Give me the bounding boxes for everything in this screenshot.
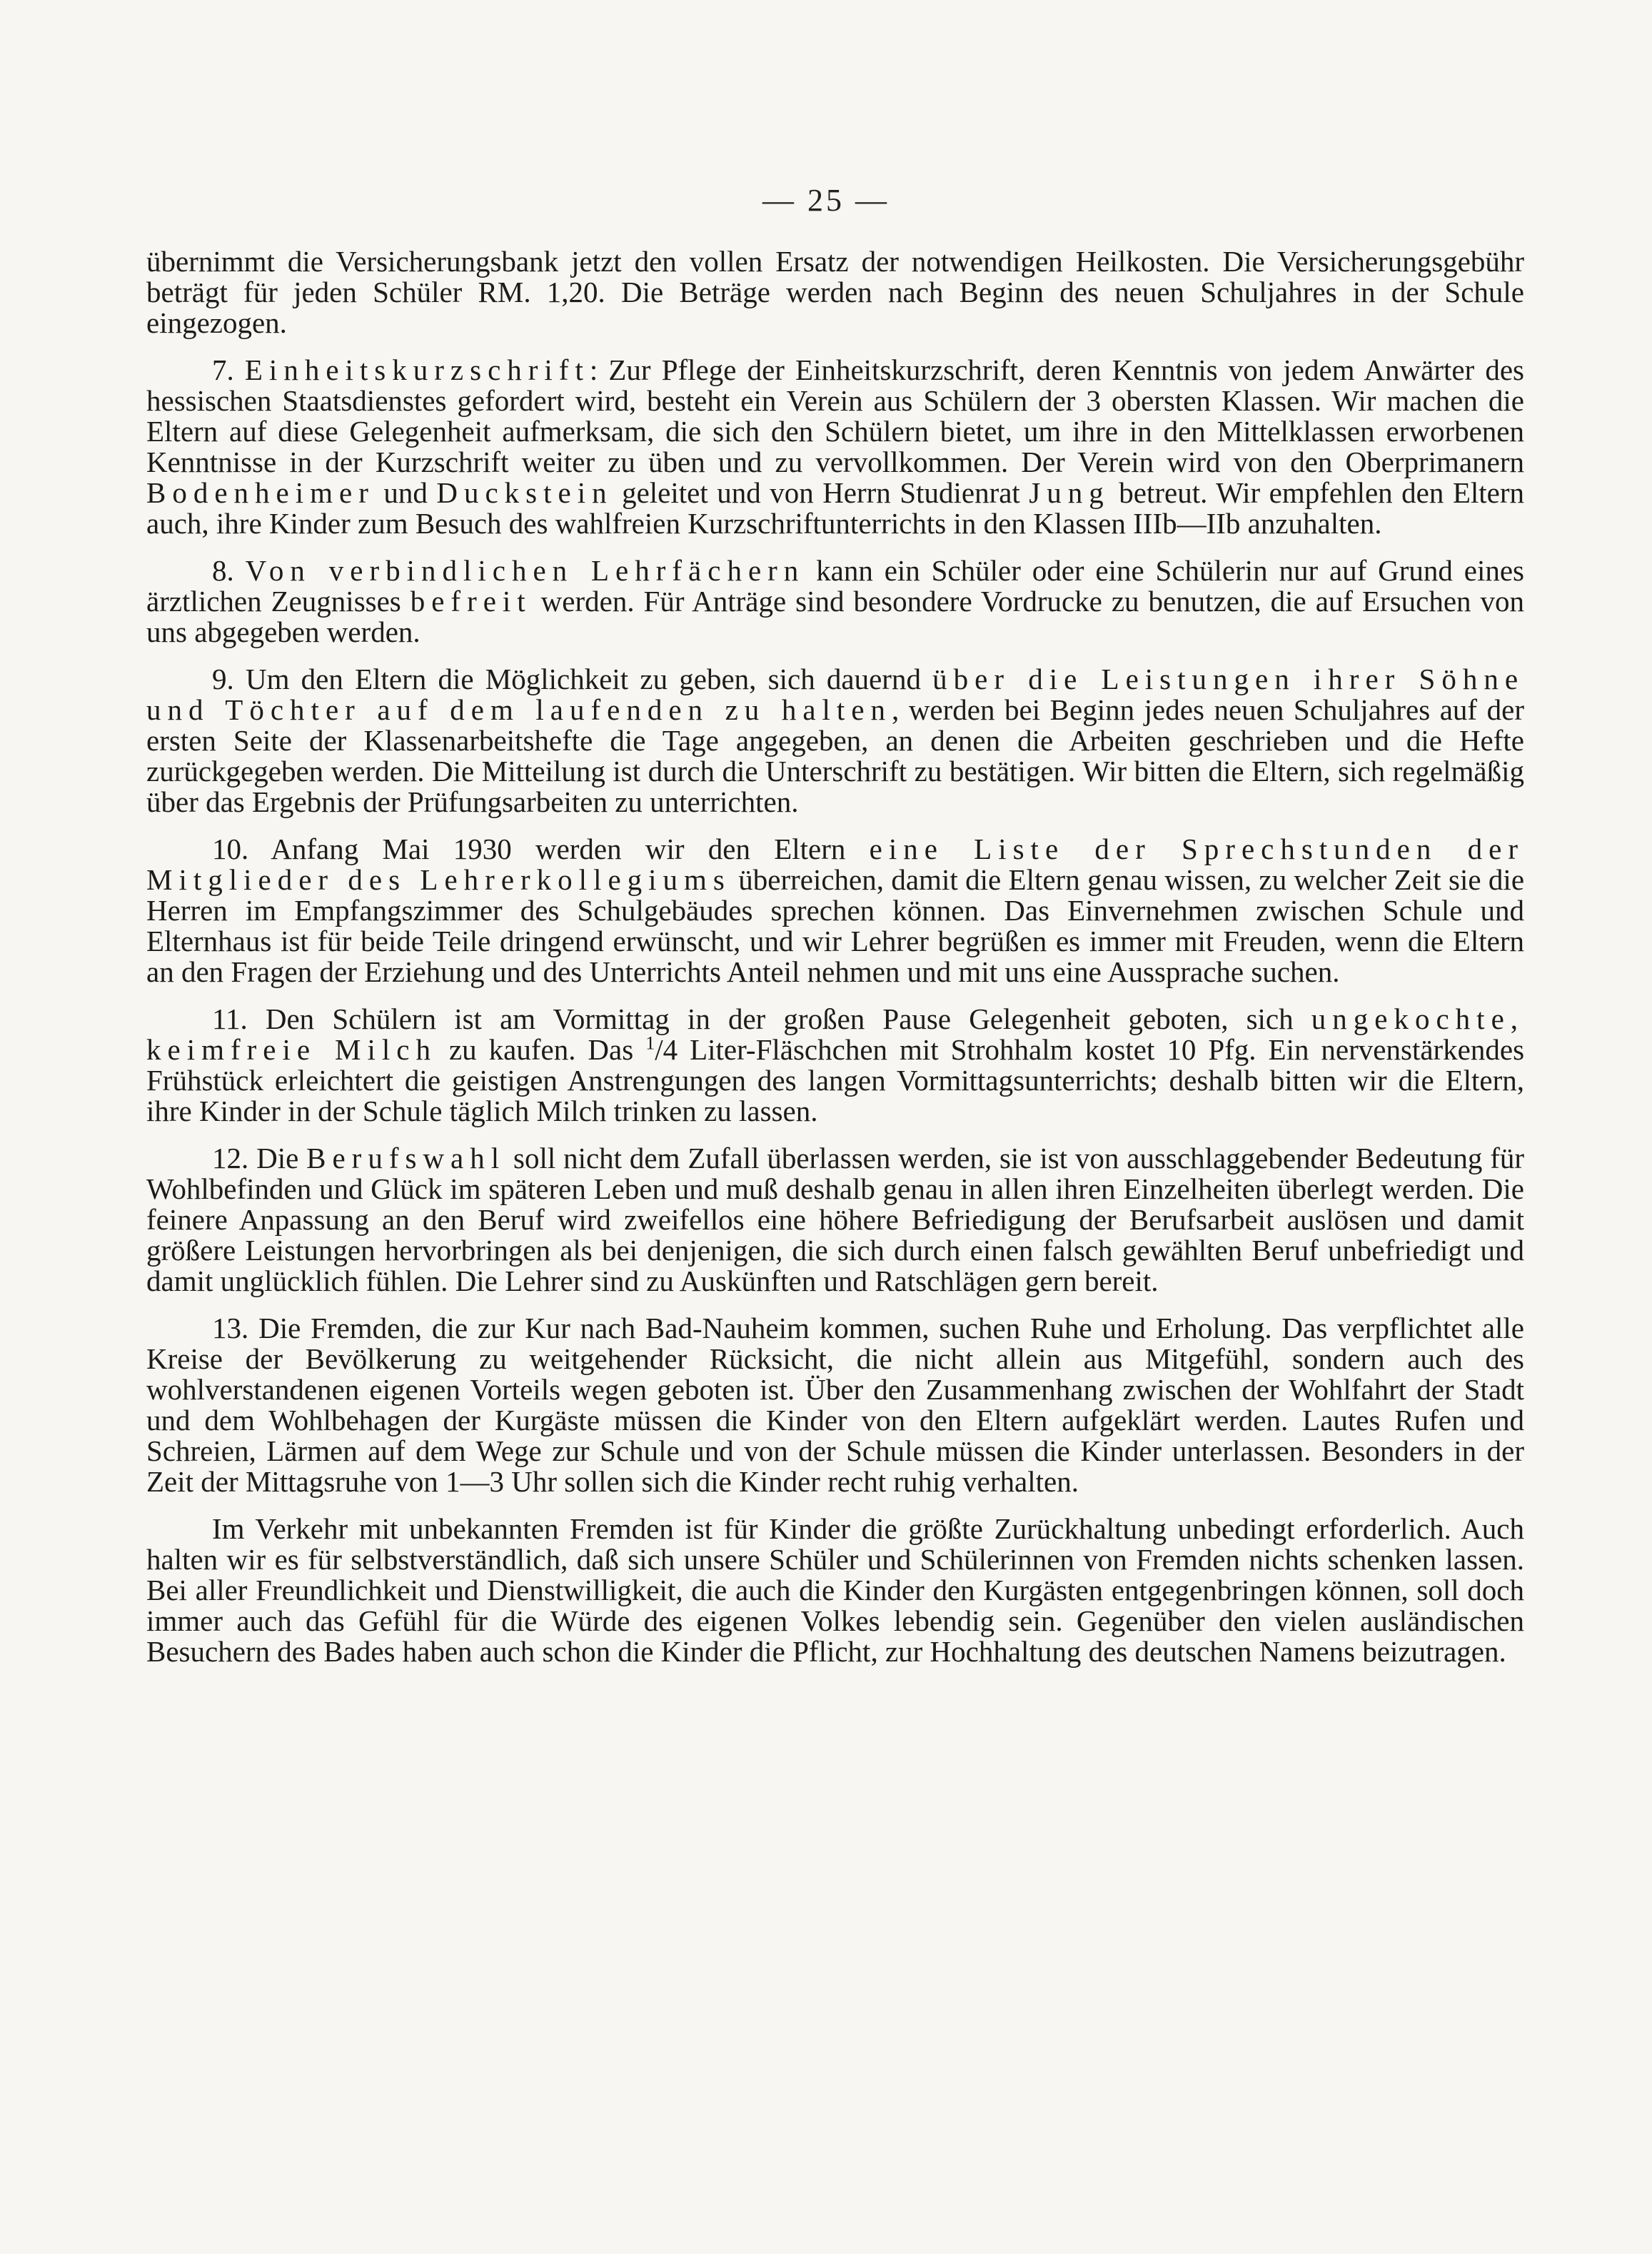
paragraph-number: 8. (212, 554, 234, 587)
emphasis-text: befreit (410, 585, 532, 618)
paragraph-text: Den Schülern ist am Vormittag in der großen Pause Gelegenheit geboten, sich (265, 1002, 1294, 1035)
fraction-numerator: 1 (645, 1032, 655, 1054)
paragraph-number: 9. (212, 663, 234, 695)
paragraph-number: 7. (212, 353, 234, 386)
emphasis-text: über die Leistungen ihrer Söhne und Töchter auf dem laufenden zu halten (146, 663, 1525, 726)
section-title: Einheitskurzschrift (244, 353, 590, 386)
paragraph-text: geleitet und von Herrn Studienrat (622, 476, 1020, 509)
paragraph-continuation: übernimmt die Versicherungsbank jetzt den vollen Ersatz der notwendigen Heilkosten. Die Versicherungsgebühr beträgt für jeden Schüler RM. 1,20. Die Beträge werden nach Beginn des neuen Schuljahres in der Schule eingezogen. (146, 245, 1524, 339)
paragraph-10-office-hours (146, 834, 1524, 987)
paragraph-text: kann ein Schüler oder eine Schülerin nur auf Grund eines ärztlichen Zeugnisses (146, 554, 1525, 618)
paragraph-text: Anfang Mai 1930 werden wir den Eltern (271, 832, 846, 865)
body-text (146, 246, 1524, 1684)
paragraph-text: Die (256, 1142, 299, 1174)
paragraph-text: : Zur Pflege der Einheitskurzschrift, deren Kenntnis von jedem Anwärter des hessischen Staatsdienstes gefordert wird, besteht ein Verein aus Schülern der 3 obersten Klassen. Wir machen die Eltern auf diese Gelegenheit aufmerksam, die sich den Schülern bietet, um ihre in den Mittelklassen erworbenen Kenntnisse in der Kurzschrift weiter zu üben und zu vervollkommen. Der Verein wird von den Oberprimanern (146, 353, 1525, 478)
paragraph-7-shorthand (146, 355, 1524, 539)
paragraph-11-milk (146, 1004, 1524, 1127)
paragraph-strangers: Im Verkehr mit unbekannten Fremden ist für Kinder die größte Zurückhaltung unbedingt erforderlich. Auch halten wir es für selbstverständlich, daß sich unsere Schüler und Schülerinnen von Fremden nichts schenken lassen. Bei aller Freundlichkeit und Dienstwilligkeit, die auch die Kinder den Kurgästen entgegenbringen können, soll doch immer auch das Gefühl für die Würde des eigenen Volkes lebendig sein. Gegenüber den vielen ausländischen Besuchern des Bades haben auch schon die Kinder die Pflicht, zur Hochhaltung des deutschen Namens beizutragen. (146, 1512, 1524, 1668)
emphasis-text: Von verbindlichen Lehrfächern (245, 554, 805, 587)
emphasis-text: eine Liste der Sprechstunden der Mitglieder des Lehrerkollegiums (146, 832, 1524, 896)
paragraph-text: , werden bei Beginn jedes neuen Schuljahres auf der ersten Seite der Klassenarbeitshefte die Tage angegeben, an denen die Arbeiten geschrieben und die Hefte zurückgegeben werden. Die Mitteilung ist durch die Unterschrift zu bestätigen. Wir bitten die Eltern, sich regelmäßig über das Ergebnis der Prüfungsarbeiten zu unterrichten. (146, 693, 1524, 818)
paragraph-number: 10. (212, 832, 249, 865)
paragraph-9-performance (146, 664, 1524, 817)
person-name: Duckstein (436, 476, 613, 509)
fraction-denominator: /4 (655, 1033, 678, 1066)
paragraph-12-career (146, 1143, 1524, 1297)
person-name: Jung (1029, 476, 1110, 509)
paragraph-text: überreichen, damit die Eltern genau wissen, zu welcher Zeit sie die Herren im Empfangszimmer des Schulgebäudes sprechen können. Das Einvernehmen zwischen Schule und Elternhaus ist für beide Teile dringend erwünscht, und wir Lehrer begrüßen es immer mit Freuden, wenn die Eltern an den Fragen der Erziehung und des Unterrichts Anteil nehmen und mit uns eine Aussprache suchen. (146, 863, 1525, 988)
paragraph-text: und (383, 476, 428, 509)
person-name: Bodenheimer (146, 476, 375, 509)
paragraph-number: 12. (212, 1142, 249, 1174)
paragraph-text: Liter-Fläschchen mit Strohhalm kostet 10 Pfg. Ein nervenstärkendes Frühstück erleichtert die geistigen Anstrengungen des langen Vormittagsunterrichts; deshalb bitten wir die Eltern, ihre Kinder in der Schule täglich Milch trinken zu lassen. (146, 1033, 1525, 1127)
paragraph-text: zu kaufen. Das (448, 1033, 634, 1066)
paragraph-8-exemption (146, 555, 1524, 648)
paragraph-text: soll nicht dem Zufall überlassen werden, sie ist von ausschlaggebender Bedeutung für Wohlbefinden und Glück im späteren Leben und muß deshalb genau in allen ihren Einzelheiten überlegt werden. Die feinere Anpassung an den Beruf wird zweifellos eine höhere Befriedigung der Berufsarbeit auslösen und damit größere Leistungen hervorbringen als bei denjenigen, die sich durch einen falsch gewählten Beruf unbefriedigt und damit unglücklich fühlen. Die Lehrer sind zu Auskünften und Ratschlägen gern bereit. (146, 1142, 1525, 1297)
page-number: — 25 — (762, 183, 890, 218)
paragraph-number: 11. (212, 1002, 248, 1035)
paragraph-text: werden. Für Anträge sind besondere Vordrucke zu benutzen, die auf Ersuchen von uns abgegeben werden. (146, 585, 1524, 648)
paragraph-text: betreut. Wir empfehlen den Eltern auch, ihre Kinder zum Besuch des wahlfreien Kurzschriftunterrichts in den Klassen IIIb—IIb anzuhalten. (146, 476, 1525, 540)
emphasis-text: Berufswahl (306, 1142, 506, 1174)
paragraph-text: Um den Eltern die Möglichkeit zu geben, sich dauernd (245, 663, 921, 695)
paragraph-13-visitors: 13. Die Fremden, die zur Kur nach Bad-Nauheim kommen, suchen Ruhe und Erholung. Das verpflichtet alle Kreise der Bevölkerung zu weitgehender Rücksicht, die nicht allein aus Mitgefühl, sondern auch des wohlverstandenen eigenen Vorteils wegen geboten ist. Über den Zusammenhang zwischen der Wohlfahrt der Stadt und dem Wohlbehagen der Kurgäste müssen die Kinder von den Eltern aufgeklärt werden. Lautes Rufen und Schreien, Lärmen auf dem Wege zur Schule und von der Schule müssen die Kinder unterlassen. Besonders in der Zeit der Mittagsruhe von 1—3 Uhr sollen sich die Kinder recht ruhig verhalten. (146, 1312, 1524, 1498)
emphasis-text: ungekochte, keimfreie Milch (146, 1002, 1525, 1066)
